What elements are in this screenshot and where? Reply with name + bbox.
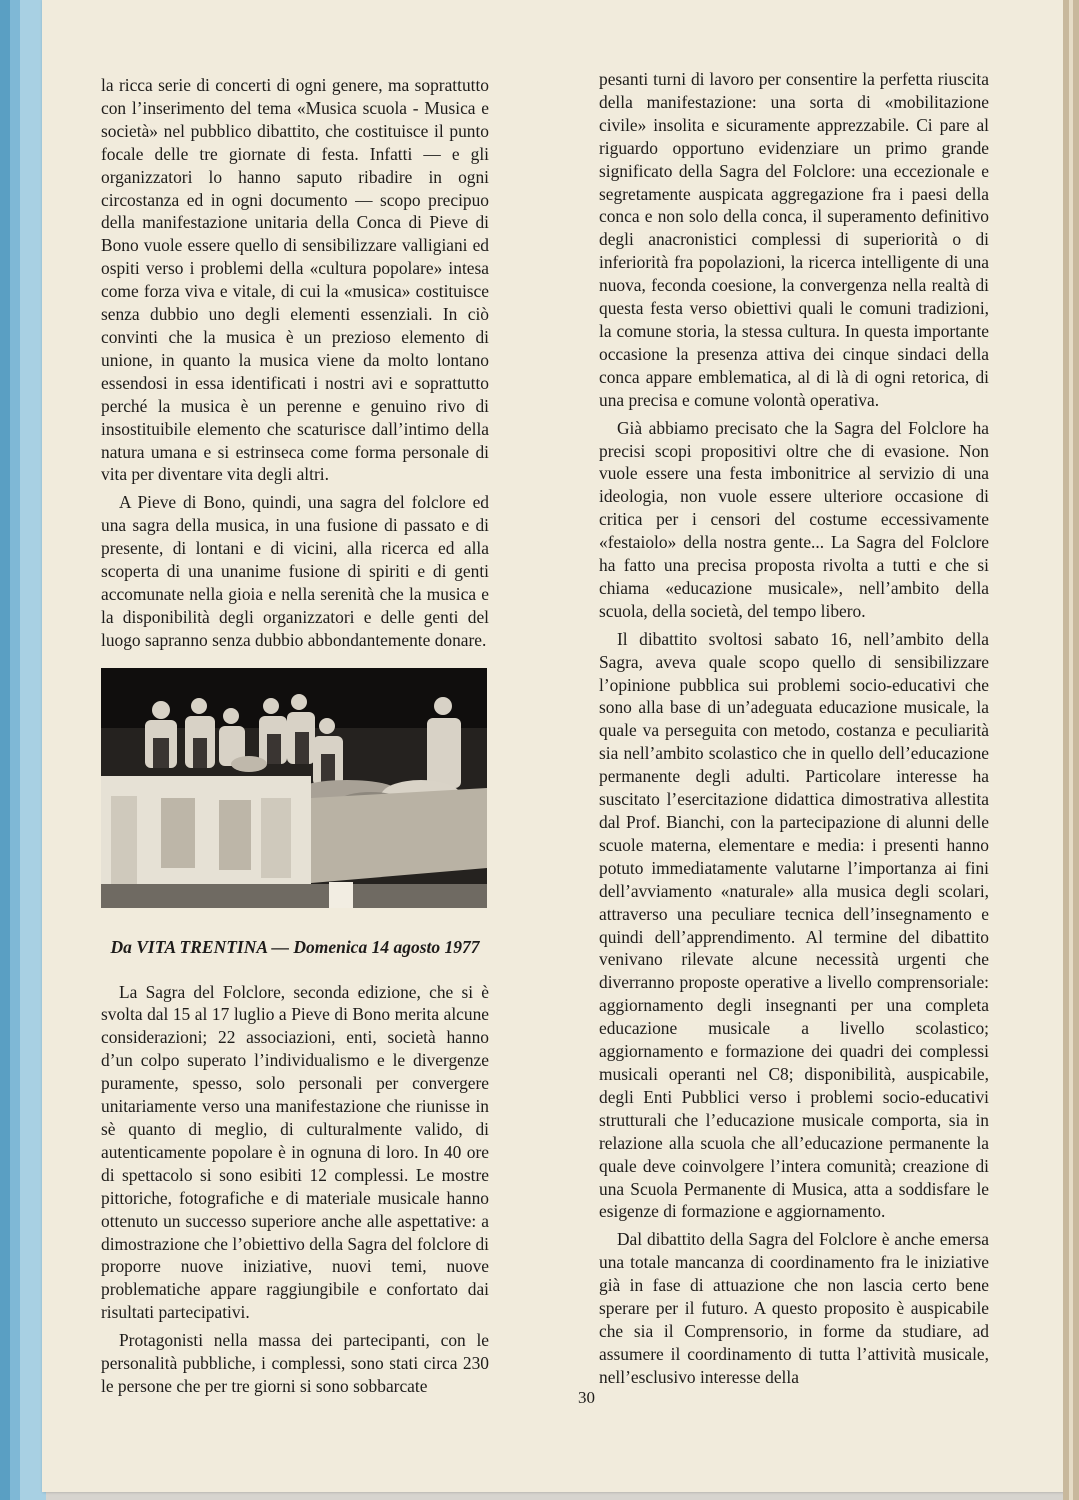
binder-edge-dark: [0, 0, 10, 1500]
caption-spacer: [101, 959, 489, 981]
right-paragraph-4: Dal dibattito della Sagra del Folclore è anche emersa una totale mancanza di coordinamento fra le iniziative già in fase di attuazione che non lascia certo bene sperare per il futuro. A questo proposito è auspicabile che sia il Comprensorio, in forme da studiare, ad assumere il coordinamento di tutta l’attività musicale, nell’esclusivo interesse della: [599, 1229, 989, 1387]
right-column: [599, 68, 989, 1389]
right-paragraph-2: Già abbiamo precisato che la Sagra del Folclore ha precisi scopi propositivi oltre che di evasione. Non vuole essere una festa imbonitrice al servizio di una ideologia, non vuole essere ulteriore occasione di critica per i censori del costume eccessivamente «festaiolo» della nostra gente... La Sagra del Folclore ha fatto una precisa proposta rivolta a tutti e che si chiama «educazione musicale», nell’ambito della scuola, della società, del tempo libero.: [599, 417, 989, 621]
left-paragraph-3: La Sagra del Folclore, seconda edizione, che si è svolta dal 15 al 17 luglio a Pieve di Bono merita alcune considerazioni; 22 associazioni, enti, società hanno d’un colpo superato l’individualismo e le divergenze puramente, spesso, solo personali per convergere unitariamente verso una manifestazione che riunisse in sè quanto di meglio, di culturalmente valido, di autenticamente popolare è in ognuna di loro. In 40 ore di spettacolo si sono esibiti 12 complessi. Le mostre pittoriche, fotografiche e di materiale musicale hanno ottenuto un successo superiore anche alle aspettative: a dimostrazione che l’obiettivo della Sagra del folclore di proporre nuove iniziative, nuovi temi, nuove problematiche appare raggiungibile e confortato dai risultati partecipativi.: [101, 981, 489, 1323]
right-paragraph-3: Il dibattito svoltosi sabato 16, nell’ambito della Sagra, aveva quale scopo quello di sensibilizzare l’opinione pubblica sui problemi socio-educativi che sono alla base di un’adeguata educazione musicale, la quale va perseguita con metodo, costanza e peculiarità sia nell’ambito scolastico che in quello dell’educazione permanente degli adulti. Particolare interesse ha suscitato l’esercitazione didattica dimostrativa allestita dal Prof. Bianchi, con la partecipazione di alunni delle scuole materna, elementare e media: i presenti hanno potuto immediatamente valutarne l’importanza ai fini dell’avviamento «naturale» alla musica degli scolari, attraverso una peculiare tecnica dell’insegnamento e quindi dell’apprendimento. Al termine del dibattito venivano rilevate alcune necessità urgenti che diverranno proposte operative a livello comprensoriale: aggiornamento degli insegnanti per una completa educazione musicale a livello scolastico; aggiornamento e formazione dei quadri dei complessi musicali operanti nel C8; disponibilità, auspicabile, degli Enti Pubblici verso i problemi socio-educativi strutturali che l’educazione musicale comporta, sia in relazione alla scuola che all’educazione permanente la quale deve coinvolgere l’intera comunità; creazione di una Scuola Permanente di Musica, atta a soddisfare le esigenze di formazione e aggiornamento.: [599, 628, 989, 1222]
left-paragraph-4: Protagonisti nella massa dei partecipanti, con le personalità pubbliche, i complessi, sono stati circa 230 le persone che per tre giorni si sono sobbarcate: [101, 1330, 489, 1396]
page-stack-edge-highlight: [1069, 0, 1073, 1500]
source-caption: Da VITA TRENTINA — Domenica 14 agosto 1977: [110, 936, 480, 957]
photo-illustration: [101, 668, 487, 908]
left-paragraph-2: A Pieve di Bono, quindi, una sagra del folclore ed una sagra della musica, in una fusione di passato e di presente, di lontani e di vicini, alla ricerca ed alla scoperta di una unanime fusione di spiriti e di genti accomunate nella gioia e nella serenità che la musica e la disponibilità degli organizzatori e delle genti del luogo sapranno senza dubbio abbondantemente donare.: [101, 492, 489, 650]
right-paragraph-1: pesanti turni di lavoro per consentire la perfetta riuscita della manifestazione: una sorta di «mobilitazione civile» insolita e sicuramente apprezzabile. Ci pare al riguardo opportuno evidenziare un primo grande significato della Sagra del Folclore: una eccezionale e segretamente auspicata aggregazione fra i paesi della conca e non solo della conca, il superamento definitivo degli anacronistici complessi di superiorità o di inferiorità fra popolazioni, la ricerca intelligente di una nuova, feconda coesione, la convergenza nella realtà di questa festa verso obiettivi quali le comuni tradizioni, la comune storia, la stessa cultura. In questa importante occasione la presenza attiva dei cinque sindaci della conca appare emblematica, al di là di ogni retorica, di una precisa e comune volontà operativa.: [599, 69, 989, 410]
page-number: 30: [578, 1388, 595, 1407]
left-column: [101, 74, 489, 1398]
kitchen-volunteers-photo: [101, 668, 487, 908]
left-paragraph-1: la ricca serie di concerti di ogni genere, ma soprattutto con l’inserimento del tema «Musica scuola - Musica e società» nel pubblico dibattito, che costituisce il punto focale delle tre giornate di festa. Infatti — e gli organizzatori lo hanno saputo ribadire in ogni circostanza ed in ogni documento — scopo precipuo della manifestazione unitaria della Conca di Pieve di Bono vuole essere quello di sensibilizzare valligiani ed ospiti verso i problemi della «cultura popolare» intesa come forza viva e vitale, di cui la «musica» costituisce senza dubbio uno degli elementi essenziali. In ciò convinti che la musica è un prezioso elemento di unione, in quanto la musica viene da molto lontano essendosi in essa identificati i nostri avi e soprattutto perché la musica è un perenne e genuino rivo di insostituibile elemento che scaturisce dall’intimo della natura umana e si estrinseca come forma personale di vita per diventare vita degli altri.: [101, 75, 489, 485]
